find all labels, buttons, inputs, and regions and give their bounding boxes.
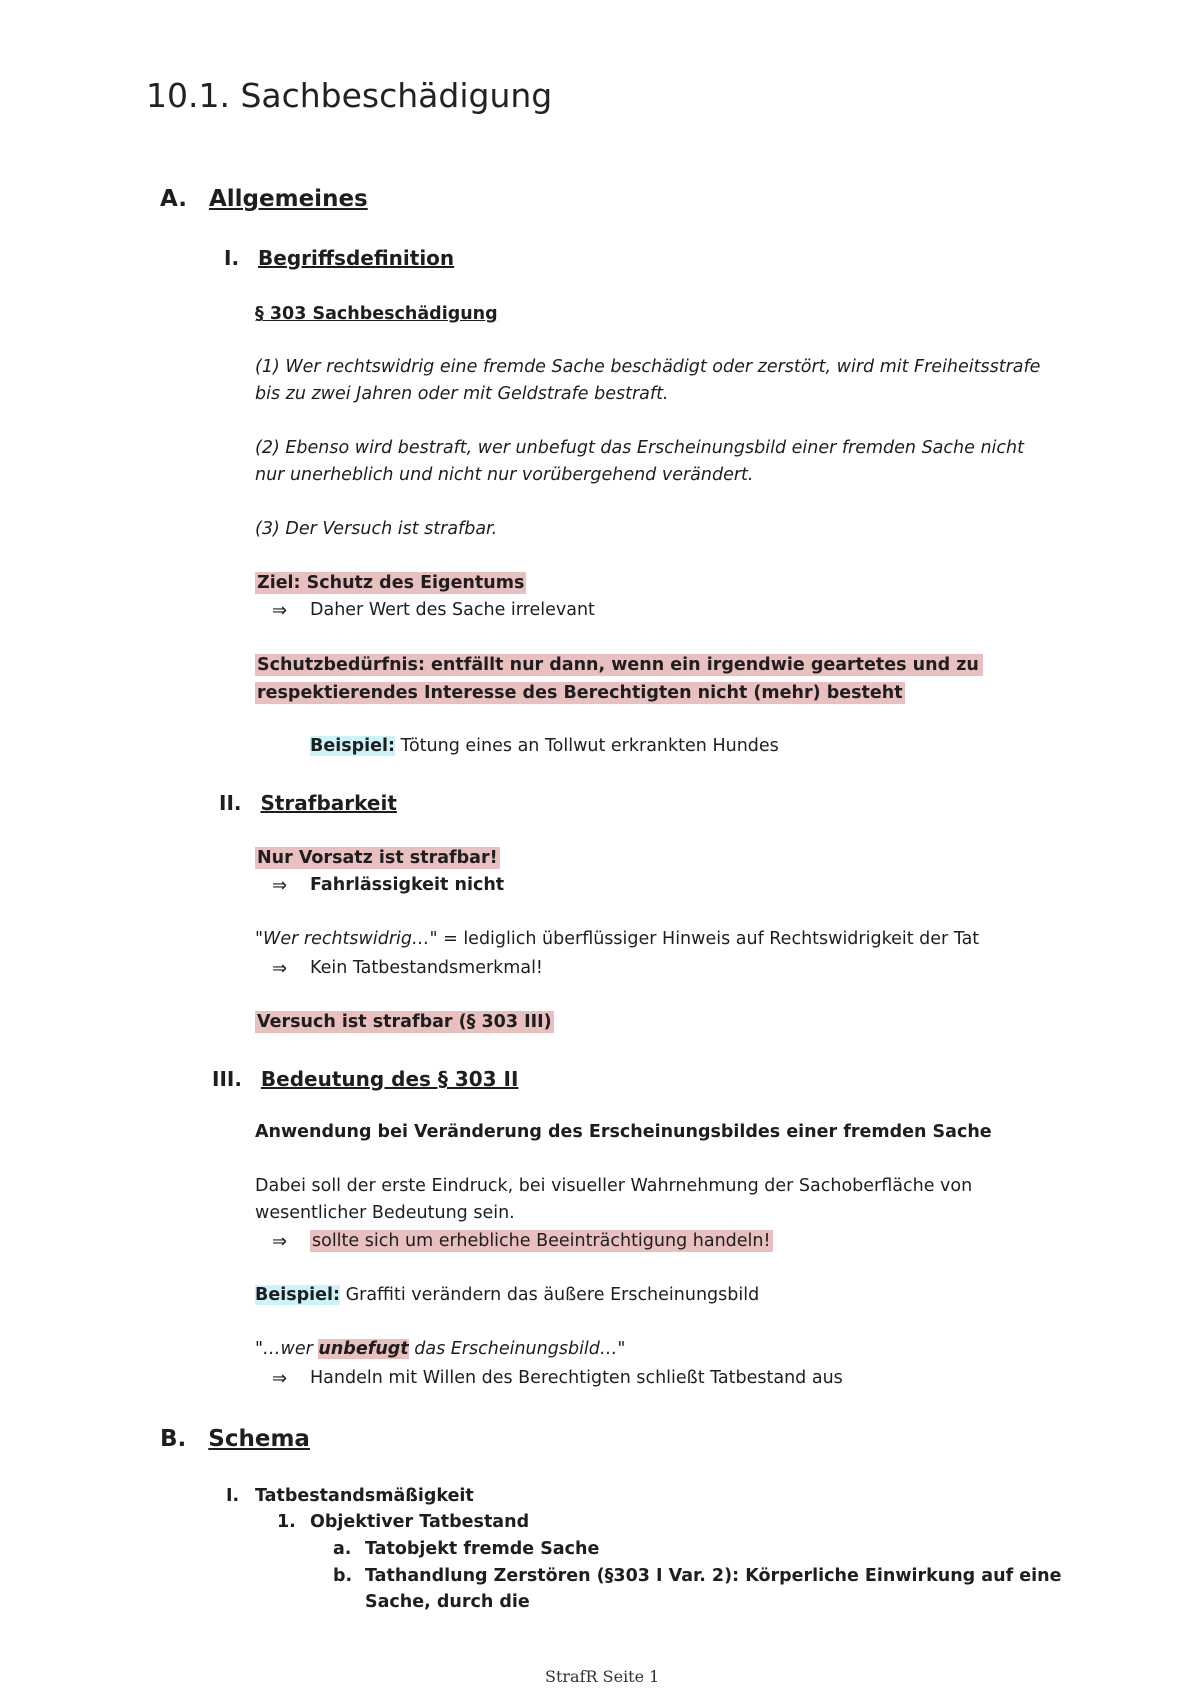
page-title: 10.1. Sachbeschädigung xyxy=(146,76,553,115)
schema-item-a-num: a. xyxy=(333,1539,352,1559)
ziel-highlight: Ziel: Schutz des Eigentums xyxy=(257,573,525,593)
schutz-line1: Schutzbedürfnis: entfällt nur dann, wenn ein irgendwie geartetes und zu xyxy=(255,654,983,676)
section-a1-title: Begriffsdefinition xyxy=(258,246,455,270)
schema-item-a xyxy=(333,1539,599,1559)
arrow-icon: ⇒ xyxy=(272,600,288,621)
section-a2-numeral: II. xyxy=(219,791,242,815)
section-a-title: Allgemeines xyxy=(208,186,368,212)
section-a2-heading xyxy=(219,791,397,815)
schutz-line2: respektierendes Interesse des Berechtigten nicht (mehr) besteht xyxy=(257,683,903,703)
beispiel-text: Tötung eines an Tollwut erkrankten Hundes xyxy=(395,736,779,756)
section-a1-heading xyxy=(224,246,454,270)
dabei-line2: wesentlicher Bedeutung sein. xyxy=(255,1203,515,1223)
beispiel-label: Beispiel: xyxy=(255,1285,341,1305)
quote-end: das Erscheinungsbild…" xyxy=(408,1339,626,1359)
dabei-line1: Dabei soll der erste Eindruck, bei visueller Wahrnehmung der Sachoberfläche von xyxy=(255,1176,973,1196)
schema-item-b-line2: Sache, durch die xyxy=(365,1592,530,1612)
beispiel-text: Graffiti verändern das äußere Erscheinungsbild xyxy=(340,1285,760,1305)
beispiel-1 xyxy=(310,736,779,756)
beispiel-label: Beispiel: xyxy=(310,736,396,756)
quote-start: "…wer xyxy=(255,1339,319,1359)
page-footer: StrafR Seite 1 xyxy=(545,1667,660,1686)
schema-item-1-num: I. xyxy=(226,1486,240,1506)
law-title: § 303 Sachbeschädigung xyxy=(255,304,498,324)
vorsatz-arrow-text: Fahrlässigkeit nicht xyxy=(310,875,505,895)
section-a-heading xyxy=(160,186,368,212)
law-para1-line2: bis zu zwei Jahren oder mit Geldstrafe bestraft. xyxy=(255,384,669,404)
section-a-letter: A. xyxy=(160,186,187,212)
section-b-title: Schema xyxy=(208,1426,310,1452)
schema-item-1-text: Tatbestandsmäßigkeit xyxy=(255,1486,474,1506)
law-para3: (3) Der Versuch ist strafbar. xyxy=(255,519,498,539)
quote-unbefugt: unbefugt xyxy=(318,1339,409,1359)
law-para1-line1: (1) Wer rechtswidrig eine fremde Sache beschädigt oder zerstört, wird mit Freiheitsstrafe xyxy=(255,357,1041,377)
versuch-highlight: Versuch ist strafbar (§ 303 III) xyxy=(257,1012,552,1032)
arrow-icon: ⇒ xyxy=(272,1231,288,1252)
anwendung-text: Anwendung bei Veränderung des Erscheinungsbildes einer fremden Sache xyxy=(255,1122,992,1142)
schema-item-b-text: Tathandlung Zerstören (§303 I Var. 2): Körperliche Einwirkung auf eine xyxy=(365,1566,1062,1586)
section-a3-numeral: III. xyxy=(212,1067,242,1091)
quote-arrow-text: Handeln mit Willen des Berechtigten schließt Tatbestand aus xyxy=(310,1368,843,1388)
arrow-icon: ⇒ xyxy=(272,875,288,896)
ziel-arrow-text: Daher Wert des Sache irrelevant xyxy=(310,600,595,620)
schema-item-a-text: Tatobjekt fremde Sache xyxy=(365,1539,600,1559)
wer-arrow-text: Kein Tatbestandsmerkmal! xyxy=(310,958,543,978)
schema-item-b xyxy=(333,1566,1061,1586)
schema-item-1-1-num: 1. xyxy=(277,1512,296,1532)
wer-rest: = lediglich überflüssiger Hinweis auf Rechtswidrigkeit der Tat xyxy=(437,929,980,949)
section-a2-title: Strafbarkeit xyxy=(260,791,397,815)
schema-item-b-num: b. xyxy=(333,1566,353,1586)
arrow-icon: ⇒ xyxy=(272,958,288,979)
vorsatz-highlight: Nur Vorsatz ist strafbar! xyxy=(257,848,498,868)
arrow-icon: ⇒ xyxy=(272,1368,288,1389)
section-a3-title: Bedeutung des § 303 II xyxy=(260,1067,519,1091)
schema-item-1-1-text: Objektiver Tatbestand xyxy=(310,1512,530,1532)
schema-item-1 xyxy=(226,1486,474,1506)
wer-quote: "Wer rechtswidrig…" xyxy=(255,929,438,949)
law-para2-line1: (2) Ebenso wird bestraft, wer unbefugt das Erscheinungsbild einer fremden Sache nicht xyxy=(255,438,1024,458)
dabei-arrow-highlight: sollte sich um erhebliche Beeinträchtigung handeln! xyxy=(312,1231,771,1251)
beispiel-2 xyxy=(255,1285,759,1305)
unbefugt-quote xyxy=(255,1339,625,1359)
section-a3-heading xyxy=(212,1067,518,1091)
schema-item-1-1 xyxy=(277,1512,529,1532)
section-b-letter: B. xyxy=(160,1426,187,1452)
law-para2-line2: nur unerheblich und nicht nur vorübergehend verändert. xyxy=(255,465,754,485)
section-b-heading xyxy=(160,1426,310,1452)
section-a1-numeral: I. xyxy=(224,246,240,270)
wer-rechtswidrig-line xyxy=(255,929,979,949)
